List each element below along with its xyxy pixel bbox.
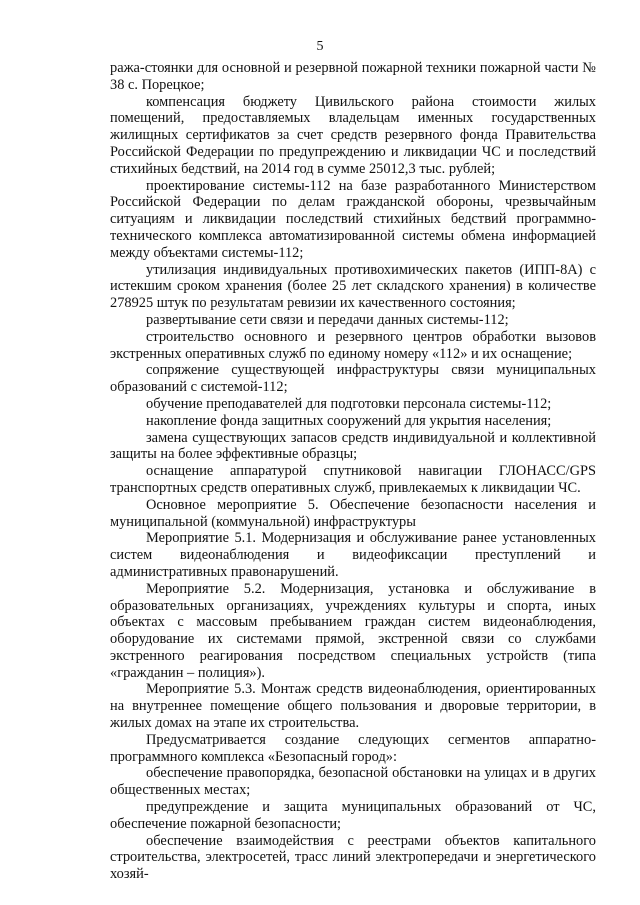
paragraph: оснащение аппаратурой спутниковой навигации ГЛОНАСС/GPS транспортных средств оперативных служб, привлекаемых к ликвидации ЧС.	[110, 463, 596, 496]
paragraph: развертывание сети связи и передачи данных системы-112;	[146, 311, 509, 328]
paragraph: замена существующих запасов средств индивидуальной и коллективной защиты на более эффективные образцы;	[110, 429, 596, 463]
paragraph: строительство основного и резервного центров обработки вызовов экстренных оперативных служб по единому номеру «112» и их оснащение;	[110, 328, 596, 362]
paragraph: обеспечение правопорядка, безопасной обстановки на улицах и в других общественных местах;	[110, 765, 596, 799]
paragraph: проектирование системы-112 на базе разработанного Министерством Российской Федерации по делам гражданской обороны, чрезвычайным ситуациям и ликвидации последствий стихийных бедствий программно-технического комплекса автоматизированной системы обмена информацией между объектами системы-112;	[110, 177, 596, 261]
paragraph: Мероприятие 5.3. Монтаж средств видеонаблюдения, ориентированных на внутреннее помещение общего пользования и дворовые территории, в жилых домах на этапе их строительства.	[110, 681, 596, 732]
paragraph: обеспечение взаимодействия с реестрами объектов капитального строительства, электросетей, трасс линий электропередачи и энергетического хозяй-	[110, 832, 596, 883]
page-body	[110, 60, 596, 883]
paragraph: сопряжение существующей инфраструктуры связи муниципальных образований с системой-112;	[110, 362, 596, 396]
paragraph: предупреждение и защита муниципальных образований от ЧС, обеспечение пожарной безопасности;	[110, 799, 596, 832]
paragraph: компенсация бюджету Цивильского района стоимости жилых помещений, предоставляемых владельцам именных государственных жилищных сертификатов за счет средств резервного фонда Правительства Российской Федерации по предупреждению и ликвидации ЧС и последствий стихийных бедствий, на 2014 год в сумме 25012,3 тыс. рублей;	[110, 93, 596, 177]
paragraph: ража-стоянки для основной и резервной пожарной техники пожарной части № 38 с. Порецкое;	[110, 60, 596, 93]
paragraph: Мероприятие 5.1. Модернизация и обслуживание ранее установленных систем видеонаблюдения и видеофиксации преступлений и административных правонарушений.	[110, 530, 596, 580]
page-number: 5	[316, 39, 324, 54]
section-heading: Основное мероприятие 5. Обеспечение безопасности населения и муниципальной (коммунальной) инфраструктуры	[110, 496, 596, 530]
paragraph: утилизация индивидуальных противохимических пакетов (ИПП-8А) с истекшим сроком хранения (более 25 лет складского хранения) в количестве 278925 штук по результатам ревизии их качественного состояния;	[110, 261, 596, 312]
paragraph: обучение преподавателей для подготовки персонала системы-112;	[146, 395, 552, 412]
paragraph: Предусматривается создание следующих сегментов аппаратно-программного комплекса «Безопасный город»:	[110, 731, 596, 765]
paragraph: Мероприятие 5.2. Модернизация, установка и обслуживание в образовательных организациях, учреждениях культуры и спорта, иных объектах с массовым пребыванием граждан систем видеонаблюдения, оборудование их системами прямой, экстренной связи со службами экстренного реагирования посредством специальных устройств (типа «гражданин – полиция»).	[110, 580, 596, 681]
paragraph: накопление фонда защитных сооружений для укрытия населения;	[146, 412, 552, 429]
